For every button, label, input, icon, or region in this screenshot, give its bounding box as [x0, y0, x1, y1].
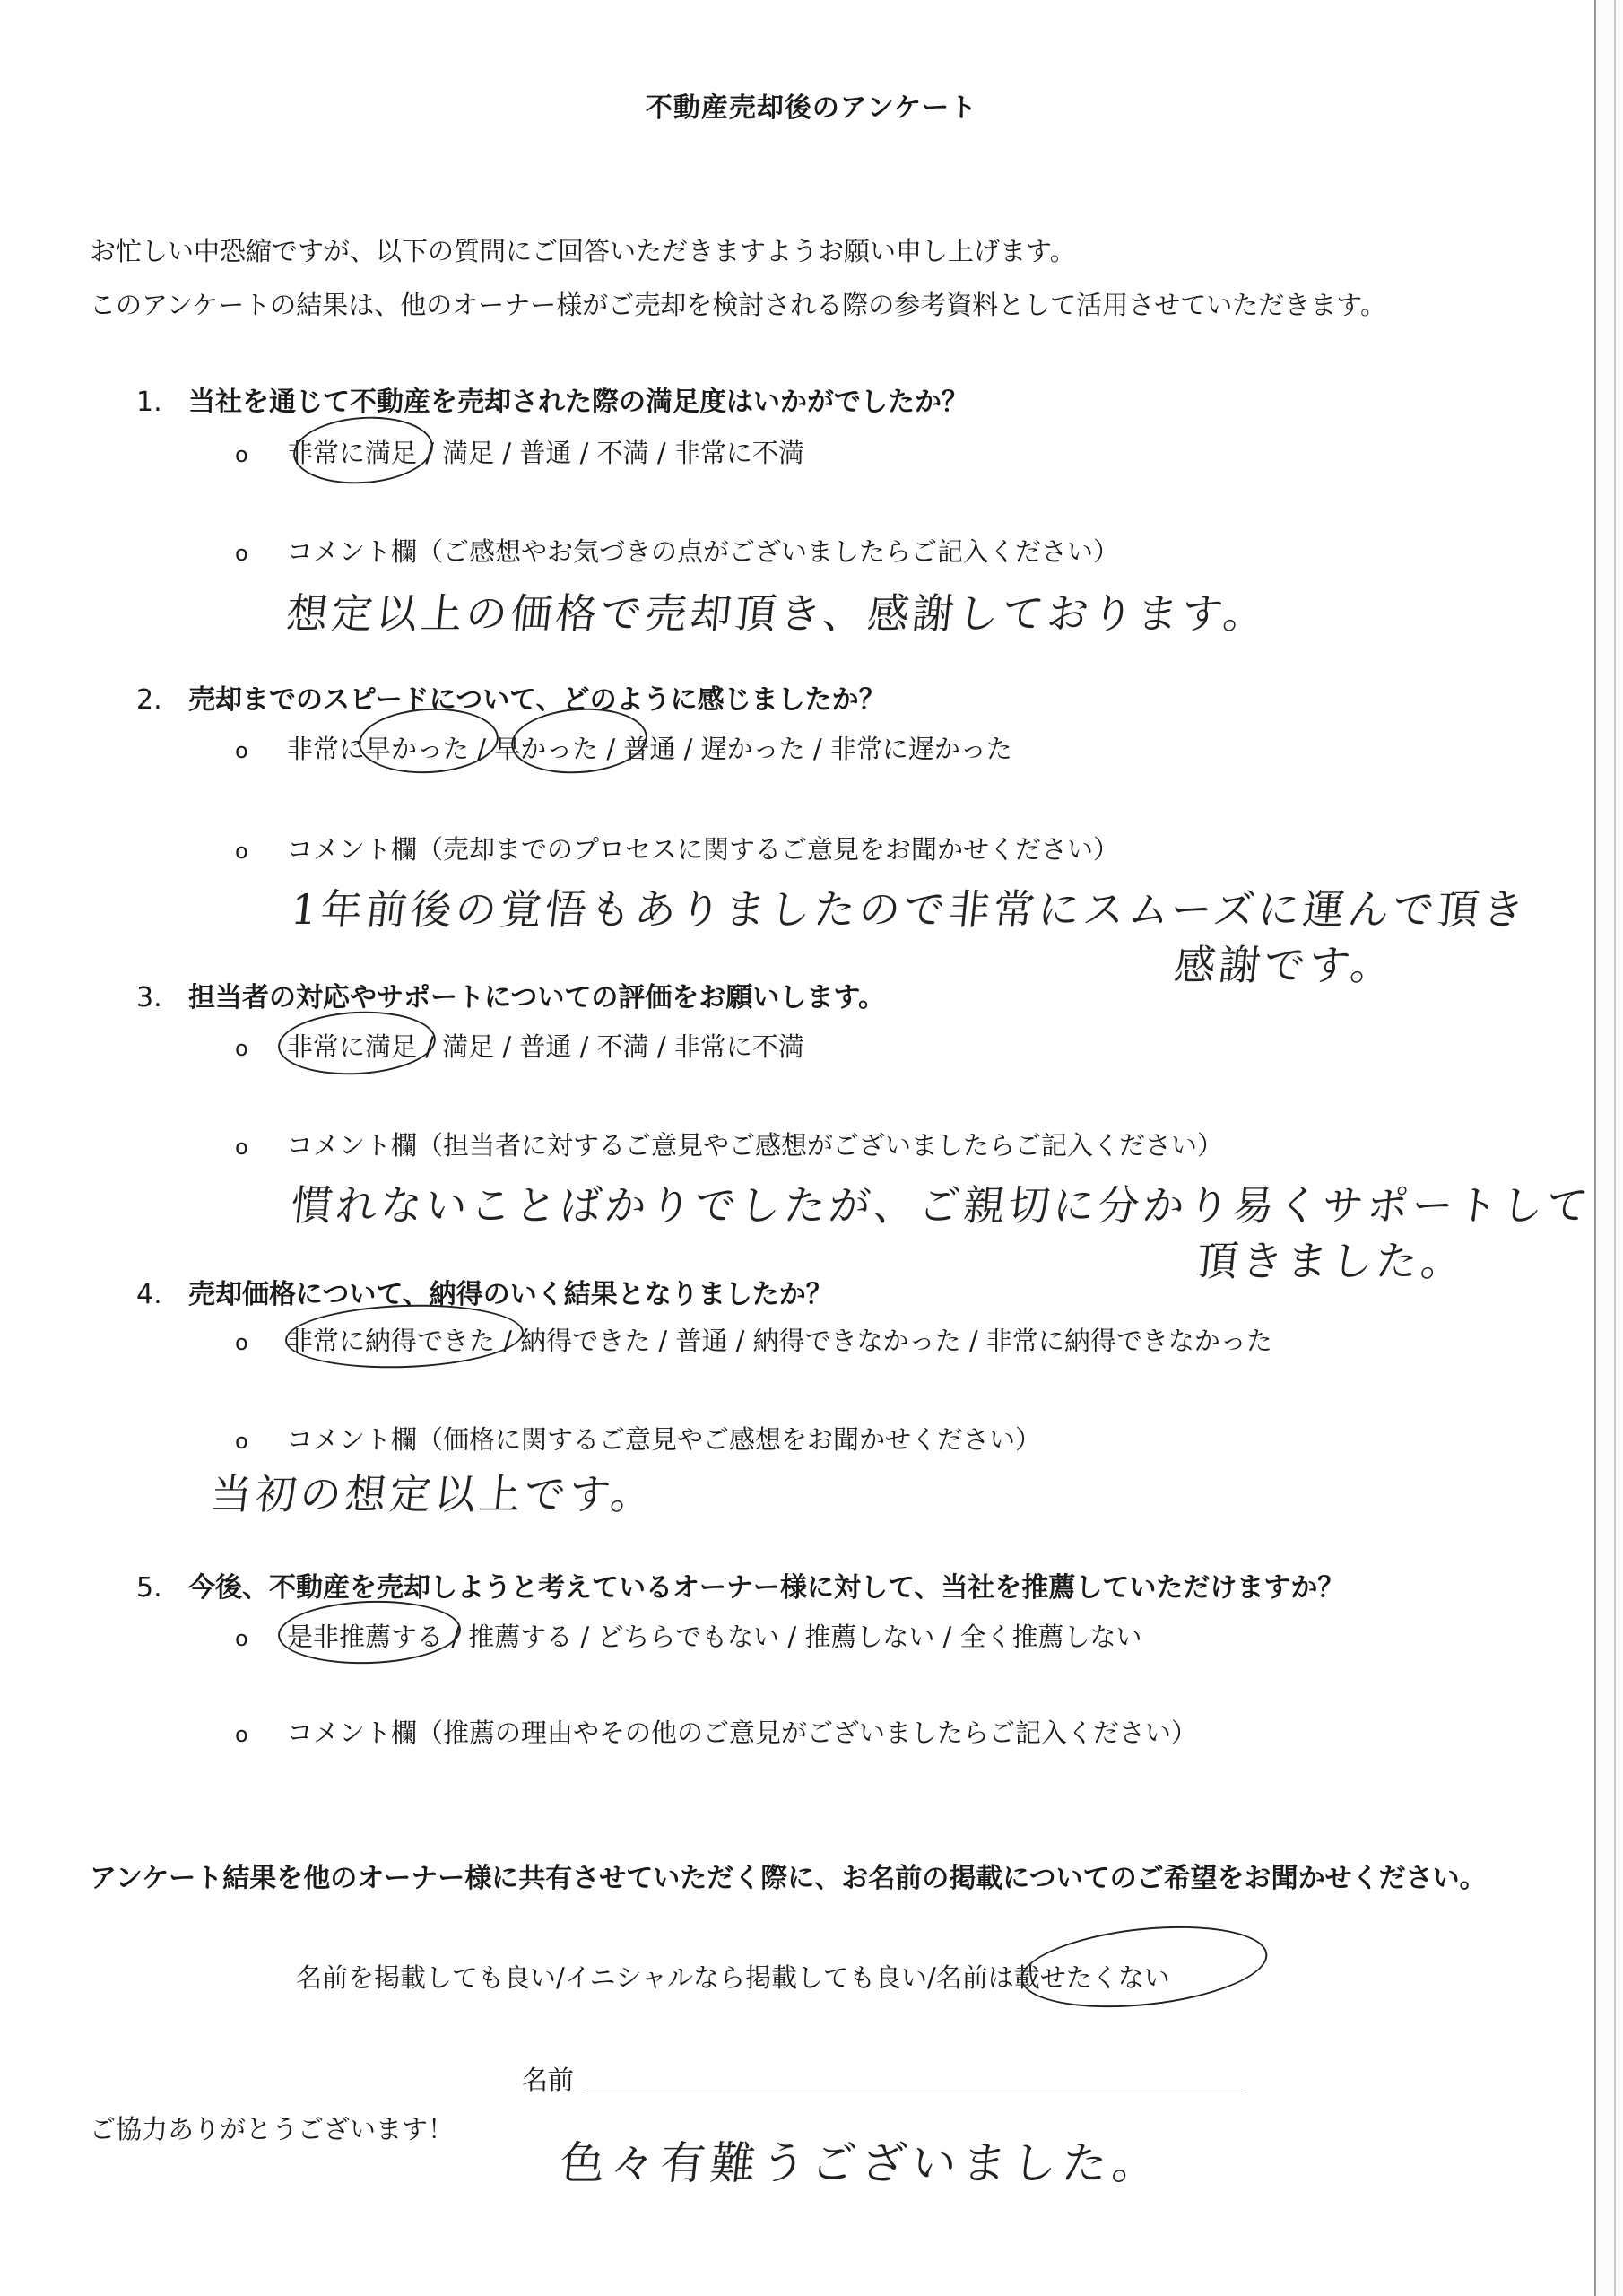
selection-circle — [276, 1007, 437, 1078]
thanks-text: ご協力ありがとうございます！ — [90, 2114, 455, 2144]
comment-row-2 — [235, 830, 1119, 866]
bullet-icon: o — [235, 1626, 248, 1651]
comment-label: コメント欄（推薦の理由やその他のご意見がございましたらご記入ください） — [287, 1718, 1198, 1748]
comment-row-3 — [235, 1126, 1223, 1162]
answer-options: 非常に納得できた / 納得できた / 普通 / 納得できなかった / 非常に納得できなかった — [287, 1326, 1272, 1356]
question-number: 3. — [136, 982, 162, 1013]
intro-line-1: お忙しい中恐縮ですが、以下の質問にご回答いただきますようお願い申し上げます。 — [90, 236, 1076, 266]
question-number: 5. — [136, 1572, 162, 1604]
selection-circle — [277, 1597, 462, 1666]
answer-options: 非常に早かった / 早かった / 普通 / 遅かった / 非常に遅かった — [287, 734, 1012, 764]
answer-options: 是非推薦する / 推薦する / どちらでもない / 推薦しない / 全く推薦しない — [287, 1622, 1142, 1652]
question-text: 担当者の対応やサポートについての評価をお願いします。 — [188, 982, 885, 1013]
question-number: 4. — [136, 1279, 162, 1310]
name-label: 名前 — [522, 2065, 575, 2095]
question-2 — [136, 677, 886, 717]
share-question: アンケート結果を他のオーナー様に共有させていただく際に、お名前の掲載についてのご希望をお聞かせください。 — [90, 1863, 1487, 1894]
bullet-icon: o — [235, 541, 248, 566]
handwritten-comment-2b: 感謝です。 — [1171, 941, 1398, 989]
question-number: 1. — [136, 387, 162, 418]
scan-edge — [1594, 0, 1623, 2296]
question-5 — [136, 1565, 1344, 1605]
comment-row-5 — [235, 1713, 1197, 1750]
comment-row-4 — [235, 1420, 1041, 1457]
bullet-icon: o — [235, 1036, 248, 1061]
bullet-icon: o — [235, 839, 248, 864]
handwritten-comment-1: 想定以上の価格で売却頂き、感謝しております。 — [283, 589, 1271, 638]
answer-options: 非常に満足 / 満足 / 普通 / 不満 / 非常に不満 — [287, 438, 804, 468]
comment-label: コメント欄（担当者に対するご意見やご感想がございましたらご記入ください） — [287, 1130, 1224, 1161]
selection-circle — [291, 413, 436, 489]
bullet-icon: o — [235, 442, 248, 467]
question-1 — [136, 379, 968, 419]
question-text: 今後、不動産を売却しようと考えているオーナー様に対して、当社を推薦していただけますか？ — [188, 1572, 1345, 1604]
handwritten-comment-3b: 頂きました。 — [1193, 1237, 1469, 1285]
bullet-icon: o — [235, 1429, 248, 1454]
bullet-icon: o — [235, 1330, 248, 1355]
handwritten-closing: 色々有難うございました。 — [557, 2137, 1166, 2189]
handwritten-comment-3a: 慣れないことばかりでしたが、ご親切に分かり易くサポートして — [288, 1181, 1594, 1230]
comment-row-1 — [235, 532, 1119, 569]
question-text: 当社を通じて不動産を売却された際の満足度はいかがでしたか？ — [188, 387, 968, 418]
comment-label: コメント欄（価格に関するご意見やご感想をお聞かせください） — [287, 1424, 1042, 1455]
answer-options: 非常に満足 / 満足 / 普通 / 不満 / 非常に不満 — [287, 1031, 804, 1062]
handwritten-comment-2a: 1年前後の覚悟もありましたので非常にスムーズに運んで頂き — [288, 885, 1531, 934]
selection-circle — [284, 1300, 525, 1371]
bullet-icon: o — [235, 1135, 248, 1160]
bullet-icon: o — [235, 738, 248, 763]
intro-line-2: このアンケートの結果は、他のオーナー様がご売却を検討される際の参考資料として活用させていただきます。 — [90, 290, 1386, 320]
question-number: 2. — [136, 684, 162, 716]
survey-title: 不動産売却後のアンケート — [645, 92, 978, 124]
question-4 — [136, 1272, 833, 1311]
handwritten-comment-4: 当初の想定以上です。 — [207, 1470, 658, 1518]
selection-circle — [1017, 1916, 1271, 2018]
question-3 — [136, 975, 885, 1014]
comment-label: コメント欄（ご感想やお気づきの点がございましたらご記入ください） — [287, 536, 1120, 567]
share-options: 名前を掲載しても良い/イニシャルなら掲載しても良い/名前は載せたくない — [296, 1962, 1170, 1993]
question-text: 売却までのスピードについて、どのように感じましたか？ — [188, 684, 886, 716]
bullet-icon: o — [235, 1722, 248, 1747]
comment-label: コメント欄（売却までのプロセスに関するご意見をお聞かせください） — [287, 834, 1120, 865]
question-text: 売却価格について、納得のいく結果となりましたか？ — [188, 1279, 833, 1310]
